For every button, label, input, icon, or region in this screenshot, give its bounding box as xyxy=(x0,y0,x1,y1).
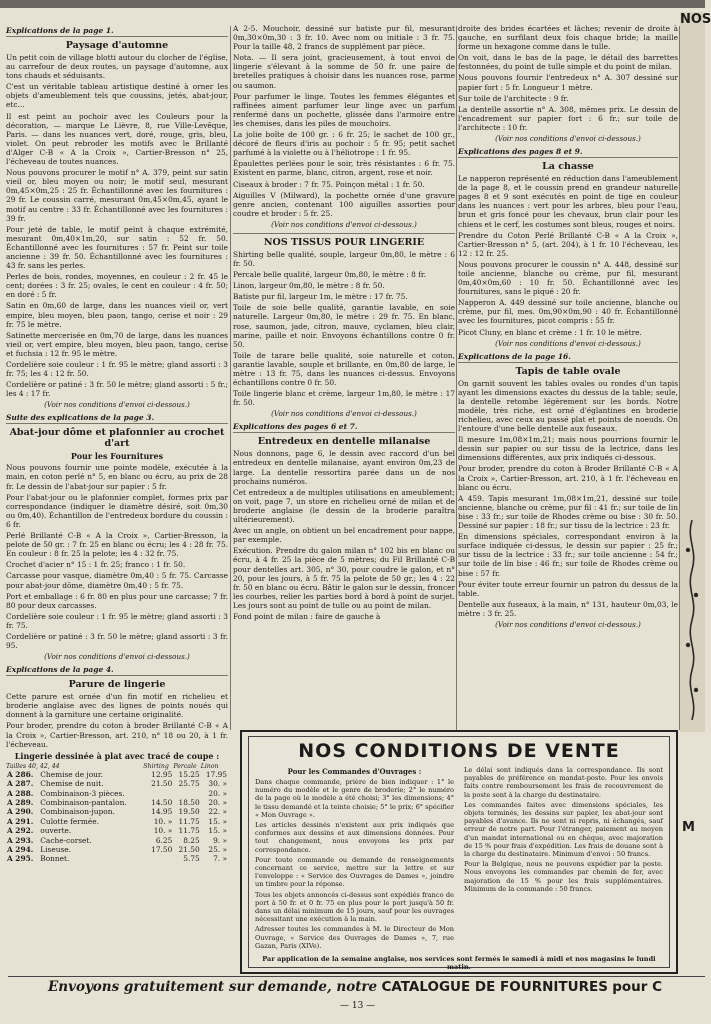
paragraph: En dimensions spéciales, correspondant environ à la surface indiquée ci-dessus, le dessin sur papier : 25 fr.; sur tissu de la lectrice : 33 fr.; sur toile ancienne : 54 fr.; sur toile de lin bise : 46 fr.; sur toile de Rhodes crème ou bise : 57 fr. xyxy=(458,532,678,578)
table-cell: 21.50 xyxy=(178,844,200,854)
page-number: — 13 — xyxy=(340,1001,376,1011)
table-cell: 10. » xyxy=(153,816,173,826)
table-cell: 19.50 xyxy=(178,807,200,817)
table-cell: 9. » xyxy=(213,835,227,845)
table-cell: Bonnet. xyxy=(40,854,70,864)
paragraph: Toile de soie belle qualité, garantie lavable, en soie naturelle. Largeur 0m,80, le mètre : 29 fr. 75. En blanc, rose, saumon, jade, citron, mauve, cyclamen, bleu clair, marine, paille et noir. Envoyons échantillons contre 0 fr. 50. xyxy=(233,303,455,349)
paragraph: A 2-5. Mouchoir, dessiné sur batiste pur fil, mesurant 0m,30×0m,30 : 3 fr. 10. Avec nom ou initiale : 3 fr. 75. Pour la taille 48, 2 francs de supplément par pièce. xyxy=(233,24,455,52)
article-title: NOS TISSUS POUR LINGERIE xyxy=(263,236,425,248)
table-cell: A 295. xyxy=(7,854,34,864)
page-footer xyxy=(0,976,705,1024)
paragraph: Picot Cluny, en blanc et crème : 1 fr. 10 le mètre. xyxy=(458,327,642,337)
table-row xyxy=(6,770,228,779)
table-cell: Liseuse. xyxy=(40,844,71,854)
table-cell: 7. » xyxy=(213,854,227,864)
table-cell: Cache-corset. xyxy=(40,835,92,845)
column-header: Linon xyxy=(200,762,219,770)
table-cell: 25.75 xyxy=(178,779,200,789)
conditions-note: (Voir nos conditions d'envoi ci-dessous.) xyxy=(44,400,190,410)
table-cell: 15. » xyxy=(208,826,227,836)
table-row xyxy=(6,845,228,854)
paragraph: Crochet d'acier n° 15 : 1 fr. 25; franco : 1 fr. 50. xyxy=(6,560,186,570)
table-cell: Chemise de nuit. xyxy=(40,779,104,789)
paragraph: Nous pouvons procurer le motif n° A. 379, peint sur satin vieil or, bleu moyen ou noir; le motif seul, mesurant 0m,45×0m,25 : 25 fr. Échantillonné avec les fournitures : 29 fr. Le coussin carré, mesurant 0m,45×0m,45, ayant le motif au centre : 33 fr. Échantillonné avec les fournitures : 39 fr. xyxy=(6,168,228,223)
conditions-title: NOS CONDITIONS DE VENTE xyxy=(298,740,620,762)
floral-ornament-icon xyxy=(684,520,700,720)
paragraph: Napperon A. 449 dessiné sur toile ancienne, blanche ou crème, pur fil, mes. 0m,90×0m,90 : 40 fr. Échantillonné avec les fournitures, picot compris : 55 fr. xyxy=(458,298,678,326)
paragraph: Nous pouvons fournir une pointe modèle, exécutée à la main, en coton perlé n° 5, en blanc ou écru, au prix de 28 fr. Le dessin de l'abat-jour sur papier : 5 fr. xyxy=(6,463,228,491)
table-cell: 8.25 xyxy=(183,835,200,845)
paragraph: Cette parure est ornée d'un fin motif en richelieu et broderie anglaise avec des lignes de points noués qui donnent à la garniture une certaine originalité. xyxy=(6,692,228,720)
table-cell: A 286. xyxy=(7,769,34,779)
paragraph: Perlé Brillanté C-B « A la Croix », Cartier-Bresson, la pelote de 50 gr. : 7 fr. 25 en blanc ou écru; les 4 : 28 fr. 75. En couleur : 8 fr. 25 la pelote; les 4 : 32 fr. 75. xyxy=(6,531,228,559)
conditions-subtitle: Pour les Commandes d'Ouvrages : xyxy=(287,767,422,776)
table-row xyxy=(6,817,228,826)
table-cell: 20. » xyxy=(208,788,227,798)
conditions-footnote: Par application de la semaine anglaise, nos services sont fermés le samedi à midi et nos magasins le lundi matin. xyxy=(262,955,656,972)
catalogue-tail: pour C xyxy=(612,979,663,995)
conditions-paragraph: Adresser toutes les commandes à M. le Directeur de Mon Ouvrage, « Service des Ouvrages de Dames », 7, rue Gazan, Paris (XIVe). xyxy=(255,925,454,950)
column-3 xyxy=(458,24,678,728)
column-divider xyxy=(456,26,457,730)
paragraph: Pour l'abat-jour ou le plafonnier complet, formes prix par correspondance (indiquer le diamètre désiré, soit 0m,30 ou 0m,40). Échantillon de l'entredeux bordure du coussin : 6 fr. xyxy=(6,492,228,529)
table-row xyxy=(6,779,228,788)
paragraph: On voit, dans le bas de la page, le détail des barrettes festonnées, du point de tulle simple et du point de milan. xyxy=(458,53,678,72)
table-cell: 5.75 xyxy=(183,854,200,864)
table-cell: A 289. xyxy=(7,797,34,807)
article-title: Parure de lingerie xyxy=(68,679,166,691)
paragraph: Nous pouvons procurer le coussin n° A. 448, dessiné sur toile ancienne, blanche ou crème, pur fil, mesurant 0m,40×0m,60 : 10 fr. 50. Échantillonné avec les fournitures, sans le piqué : 20 fr. xyxy=(458,259,678,297)
table-cell: 25. » xyxy=(208,844,227,854)
paragraph: Pour parfumer le linge. Toutes les femmes élégantes et raffinées aiment parfumer leur linge avec un parfum renfermé dans un pochette, glissée dans l'armoire entre les chemises, dans les piles de mouchoirs. xyxy=(233,91,455,128)
table-cell: A 292. xyxy=(7,826,34,836)
conditions-paragraph: Pour toute commande ou demande de renseignements concernant ce service, mettre sur la lettre et sur l'enveloppe : « Service des Ouvrages de Dames », joindre un timbre pour la réponse. xyxy=(255,855,454,889)
paragraph: Avec un angle, on obtient un bel encadrement pour nappe, par exemple. xyxy=(233,526,455,545)
conditions-paragraph: Les commandes faites avec dimensions spéciales, les objets terminés, les dessins sur papier, les abat-jour sont payables d'avance. Ils ne sont ni repris, ni échangés, sauf erreur de notre part. Pour l'étranger, paiement au moyen d'un mandat international ou en chèque, avec majoration de 15 % pour frais d'expédition. Les frais de douane sont à la charge du destinataire. Minimum d'envoi : 50 francs. xyxy=(464,800,663,859)
conditions-right-column xyxy=(464,766,663,952)
article-title: Paysage d'automne xyxy=(65,40,169,51)
cropped-letter: M xyxy=(682,820,695,835)
column-2 xyxy=(233,24,455,728)
table-cell: 22. » xyxy=(208,807,227,817)
cropped-header: NOS xyxy=(680,12,711,27)
paragraph: Nota. — Il sera joint, gracieusement, à tout envoi de lingerie s'élevant à la somme de 50 fr. une paire de bretelles pratiques à choisir dans les nuances rose, parme ou saumon. xyxy=(233,53,455,90)
table-cell: Chemise de jour. xyxy=(40,769,103,779)
column-header: Percale xyxy=(173,762,197,770)
table-cell: A 290. xyxy=(7,807,34,817)
paragraph: Épaulettes perlées pour le soir, très résistantes : 6 fr. 75. Existent en parme, blanc, citron, argent, rose et noir. xyxy=(233,159,455,178)
paragraph: Cet entredeux a de multiples utilisations en ameublement; on voit, page 7, un store en richelieu orné de milan et de broderie anglaise (le dessin de la broderie paraîtra ultérieurement). xyxy=(233,487,455,525)
paragraph: Shirting belle qualité, souple, largeur 0m,80, le mètre : 6 fr. 50. xyxy=(233,249,455,268)
article-title: Tapis de table ovale xyxy=(515,365,621,377)
paragraph: C'est un véritable tableau artistique destiné à orner les objets d'ameublement tels que coussins, jetés, abat-jour, etc... xyxy=(6,82,228,110)
price-table xyxy=(6,763,228,864)
conditions-note: (Voir nos conditions d'envoi ci-dessous.) xyxy=(495,134,641,144)
conditions-note: (Voir nos conditions d'envoi ci-dessous.) xyxy=(44,652,190,662)
table-cell: ouverte. xyxy=(40,826,72,836)
table-cell xyxy=(173,789,200,798)
table-row xyxy=(6,789,228,798)
table-cell: A 287. xyxy=(7,779,34,789)
paragraph: Cordelière soie couleur : 1 fr. 95 le mètre; gland assorti : 3 fr. 75; les 4 : 12 fr. 50. xyxy=(6,360,228,379)
paragraph: Un petit coin de village blotti autour du clocher de l'église, au carrefour de deux routes, un paysage d'automne, aux tons chauds et séduisants. xyxy=(6,53,228,81)
paragraph: Satinette mercerisée en 0m,70 de large, dans les nuances vieil or, vert empire, bleu moyen, bleu paon, tango, cerise et fuchsia : 12 fr. 95 le mètre. xyxy=(6,330,228,358)
paragraph: droite des brides écartées et lâches; revenir de droite à gauche, en surfilant deux fois chaque bride; la maille forme un hexagone comme dans le tulle. xyxy=(458,24,678,52)
paragraph: Batiste pur fil, largeur 1m, le mètre : 17 fr. 75. xyxy=(233,292,408,302)
paragraph: Percale belle qualité, largeur 0m,80, le mètre : 8 fr. xyxy=(233,270,427,280)
table-cell: 17.50 xyxy=(151,844,173,854)
table-row xyxy=(6,807,228,816)
table-cell: A 293. xyxy=(7,835,34,845)
paragraph: Pour éviter toute erreur fournir un patron du dessus de la table. xyxy=(458,579,678,598)
paragraph: A 459. Tapis mesurant 1m,08×1m,21, dessiné sur toile ancienne, blanche ou crème, pur fil : 41 fr.; sur toile de lin bise : 33 fr.; sur toile de Rhodes crème ou bise : 30 fr. 50. Dessiné sur papier : 18 fr.; sur tissu de la lectrice : 23 fr. xyxy=(458,493,678,531)
article-title: Abat-jour dôme et plafonnier au crochet d'art xyxy=(9,427,225,450)
table-cell: 18.50 xyxy=(178,797,200,807)
column-header: Tailles 40, 42, 44 xyxy=(6,762,60,770)
table-cell: A 294. xyxy=(7,844,34,854)
paragraph: Le napperon représenté en réduction dans l'ameublement de la page 8, et le coussin prend en grandeur naturelle pages 8 et 9 sont exécutés en point de tige en couleur dans les nuances : vert pour les arbres, bleu pour l'eau, brun et gris foncé pour les chevaux, brun clair pour les chiens et le cerf, les costumes sont bleus, rouges et noirs. xyxy=(458,174,678,229)
paragraph: Ciseaux à broder : 7 fr. 75. Poinçon métal : 1 fr. 50. xyxy=(233,179,425,189)
section-header: Explications des pages 6 et 7. xyxy=(233,422,455,433)
conditions-note: (Voir nos conditions d'envoi ci-dessous.) xyxy=(495,619,641,629)
section-header: Explications des pages 8 et 9. xyxy=(458,147,678,158)
table-cell: 12.95 xyxy=(151,769,173,779)
footer-rule xyxy=(8,976,705,977)
table-cell: 30. » xyxy=(208,779,227,789)
paragraph: Toile lingerie blanc et crème, largeur 1m,80, le mètre : 17 fr. 50. xyxy=(233,389,455,408)
conditions-left-column xyxy=(255,766,454,952)
top-border xyxy=(0,0,705,8)
paragraph: Toile de tarare belle qualité, soie naturelle et coton, garantie lavable, souple et brillante, en 0m,80 de large, le mètre : 13 fr. 75, dans les nuances ci-dessus. Envoyons échantillons contre 0 fr. 50. xyxy=(233,350,455,388)
table-cell: 17.95 xyxy=(205,769,227,779)
table-cell: 10. » xyxy=(153,826,173,836)
paragraph: On garnit souvent les tables ovales ou rondes d'un tapis ayant les dimensions exactes du dessus de la table; seule, la dentelle retombe légèrement sur les bords. Notre modèle, très riche, est orné d'églantines en broderie richelieu, avec ceux au passé plat et points de noeuds. On l'entoure d'une belle dentelle aux fuseaux. xyxy=(458,378,678,434)
section-header: Explications de la page 16. xyxy=(458,352,678,363)
paragraph: Satin en 0m,60 de large, dans les nuances vieil or, vert empire, bleu moyen, bleu paon, tango, cerise et noir : 29 fr. 75 le mètre. xyxy=(6,301,228,329)
section-header: Explications de la page 4. xyxy=(6,665,228,676)
table-cell: 20. » xyxy=(208,797,227,807)
paragraph: Linon, largeur 0m,80, le mètre : 8 fr. 50. xyxy=(233,281,385,291)
table-cell: 15. » xyxy=(208,816,227,826)
paragraph: Nous pouvons fournir l'entredeux n° A. 307 dessiné sur papier fort : 5 fr. Longueur 1 mètre. xyxy=(458,73,678,92)
column-divider xyxy=(230,26,231,730)
table-cell xyxy=(143,789,173,798)
paragraph: Il mesure 1m,08×1m,21; mais nous pourrions fournir le dessin sur papier ou sur tissu de la lectrice, dans les dimensions différentes, aux prix indiqués ci-dessous. xyxy=(458,435,678,463)
table-cell: A 291. xyxy=(7,816,34,826)
paragraph: Pour jeté de table, le motif peint à chaque extrémité, mesurant 0m,40×1m,20, sur satin : 52 fr. 50. Échantillonné avec les fournitures : 57 fr. Peint sur toile ancienne : 39 fr. 50. Échantillonné avec les fournitures : 43 fr. sans les perles. xyxy=(6,224,228,271)
paragraph: La jolie boîte de 100 gr. : 6 fr. 25; le sachet de 100 gr., décoré de fleurs d'iris au pochoir : 5 fr. 95; petit sachet parfumé à la violette ou à l'héliotrope : 1 fr. 95. xyxy=(233,130,455,158)
paragraph: Cordelière soie couleur : 1 fr. 95 le mètre; gland assorti : 3 fr. 75. xyxy=(6,611,228,630)
table-cell: 11.75 xyxy=(178,816,200,826)
conditions-paragraph: Les articles dessinés n'existent aux prix indiqués que conformes aux dessins et aux dimensions données. Pour tout changement, nous envoyons les prix par correspondance. xyxy=(255,821,454,854)
table-cell: A 288. xyxy=(7,788,34,798)
column-header: Shirting xyxy=(143,762,169,770)
article-title: La chasse xyxy=(542,161,594,173)
price-table-header xyxy=(6,763,228,770)
table-cell: Culotte fermée. xyxy=(40,816,99,826)
section-header: Explications de la page 1. xyxy=(6,26,228,37)
paragraph: Fond point de milan : faire de gauche à xyxy=(233,611,381,621)
paragraph: La dentelle assortie n° A. 308, mêmes prix. Le dessin de l'encadrement sur papier fort : 6 fr.; sur toile de l'architecte : 10 fr. xyxy=(458,104,678,132)
paragraph: Nous donnons, page 6, le dessin avec raccord d'un bel entredeux en dentelle milanaise, ayant environ 0m,23 de large. La dentelle ressortira parée dans un de nos prochains numéros. xyxy=(233,449,455,486)
table-row xyxy=(6,798,228,807)
conditions-paragraph: Dans chaque commande, prière de bien indiquer : 1° le numéro du modèle et le genre de broderie; 2° le numéro de la page où le modèle a été choisi; 3° les dimensions; 4° le tissu demandé et la teinte choisie; 5° le prix; 6° spécifier « Mon Ouvrage ». xyxy=(255,778,454,819)
paragraph: Aiguilles V (Milward), la pochette ornée d'une gravure genre ancien, contenant 100 aiguilles assorties pour coudre et broder : 5 fr. 25. xyxy=(233,190,455,218)
paragraph: Il est peint au pochoir avec les Couleurs pour la décoration, — marque Le Lièvre, 8, rue Ville-Levêque, Paris. — dans les nuances vert, doré, rouge, gris, bleu, violet. On peut rebroder les motifs avec le Brillanté d'Alger C-B « A la Croix », Cartier-Bresson n° 25, l'écheveau de toutes nuances. xyxy=(6,111,228,167)
paragraph: Prendre du Coton Perlé Brillanté C-B « A la Croix », Cartier-Bresson n° 5, (art. 204), à 1 fr. 10 l'écheveau, les 12 : 12 fr. 25. xyxy=(458,230,678,258)
conditions-note: (Voir nos conditions d'envoi ci-dessous.) xyxy=(495,338,641,348)
table-cell: 6.25 xyxy=(155,835,173,845)
article-subtitle: Pour les Fournitures xyxy=(70,451,164,462)
paragraph: Carcasse pour vasque, diamètre 0m,40 : 5 fr. 75. Carcasse pour abat-jour dôme, diamètre 0m,40 : 5 fr. 75. xyxy=(6,571,228,590)
table-cell: 11.75 xyxy=(178,826,200,836)
paragraph: Pour broder, prendre du coton à broder Brillanté C-B « A la Croix », Cartier-Bresson, art. 210, n° 18 ou 20, à 1 fr. l'écheveau. xyxy=(6,721,228,749)
table-cell xyxy=(143,854,173,863)
table-row xyxy=(6,854,228,863)
table-cell: 14.50 xyxy=(151,797,173,807)
table-row xyxy=(6,826,228,835)
conditions-note: (Voir nos conditions d'envoi ci-dessous.) xyxy=(271,409,417,419)
conditions-paragraph: Le délai sont indiqués dans la correspondance. Ils sont payables de préférence en mandat-poste. Pour les envois faits contre remboursement les frais de recouvrement de la poste sont à la charge du destinataire. xyxy=(464,766,663,799)
table-cell: 15.25 xyxy=(178,769,200,779)
table-cell: 21.50 xyxy=(151,779,173,789)
paragraph: Pour broder, prendre du coton à Broder Brillanté C-B « A la Croix », Cartier-Bresson, art. 210, à 1 fr. l'écheveau en blanc ou écru. xyxy=(458,464,678,492)
divider xyxy=(233,233,455,234)
conditions-paragraph: Tous les objets annoncés ci-dessus sont expédiés franco de port à 50 fr. et 0 fr. 75 en plus pour le port jusqu'à 50 fr. dans un délai minimum de 15 jours, sauf pour les ouvrages nécessitant une exécution à la main. xyxy=(255,890,454,924)
paragraph: Dentelle aux fuseaux, à la main, n° 131, hauteur 0m,03, le mètre : 3 fr. 25. xyxy=(458,599,678,618)
table-row xyxy=(6,836,228,845)
catalogue-name: CATALOGUE DE FOURNITURES xyxy=(381,979,608,995)
paragraph: Port et emballage : 6 fr. 80 en plus pour une carcasse; 7 fr. 80 pour deux carcasses. xyxy=(6,591,228,610)
article-title: Entredeux en dentelle milanaise xyxy=(257,436,431,448)
catalogue-banner xyxy=(48,979,662,995)
paragraph: Perles de bois, rondes, moyennes, en couleur : 2 fr. 45 le cent; dorées : 3 fr. 25; ovales, le cent en couleur : 4 fr. 50; en doré : 5 fr. xyxy=(6,272,228,300)
conditions-note: (Voir nos conditions d'envoi ci-dessous.) xyxy=(271,219,417,229)
conditions-paragraph: Pour la Belgique, nous ne pouvons expédier par la poste. Nous envoyons les commandes par chemin de fer, avec majoration de 15 % pour les frais supplémentaires. Minimum de la commande : 50 francs. xyxy=(464,860,663,893)
price-table-caption: Lingerie dessinée à plat avec tracé de coupe : xyxy=(14,750,220,761)
paragraph: Sur toile de l'architecte : 9 fr. xyxy=(458,93,569,103)
table-cell: 14.95 xyxy=(151,807,173,817)
table-cell: Combinaison-jupon. xyxy=(40,807,115,817)
paragraph: Cordelière or patiné : 3 fr. 50 le mètre; gland assorti : 5 fr.; les 4 : 17 fr. xyxy=(6,380,228,399)
table-cell: Combinaison-3 pièces. xyxy=(40,788,125,798)
paragraph: Cordelière or patiné : 3 fr. 50 le mètre; gland assorti : 3 fr. 95. xyxy=(6,631,228,651)
table-cell: Combinaison-pantalon. xyxy=(40,797,127,807)
catalogue-lead: Envoyons gratuitement sur demande, notre xyxy=(48,979,378,995)
conditions-de-vente-box xyxy=(240,730,678,974)
paragraph: Exécution. Prendre du galon milan n° 102 bis en blanc ou écru, à 4 fr. 25 la pièce de 5 mètres; du Fil Brillanté C-B pour dentelles art. 305, n° 30, pour coudre le galon, et n° 20, pour les jours, à 5 fr. 75 la pelote de 50 gr.; les 4 : 22 fr. 50 en blanc ou écru. Bâtir le galon sur le dessin, froncer les courbes, relier les parties bord à bord à point de surjet. Les jours sont au point de tulle ou au point de milan. xyxy=(233,546,455,610)
section-header: Suite des explications de la page 3. xyxy=(6,413,228,424)
column-1 xyxy=(6,24,228,974)
